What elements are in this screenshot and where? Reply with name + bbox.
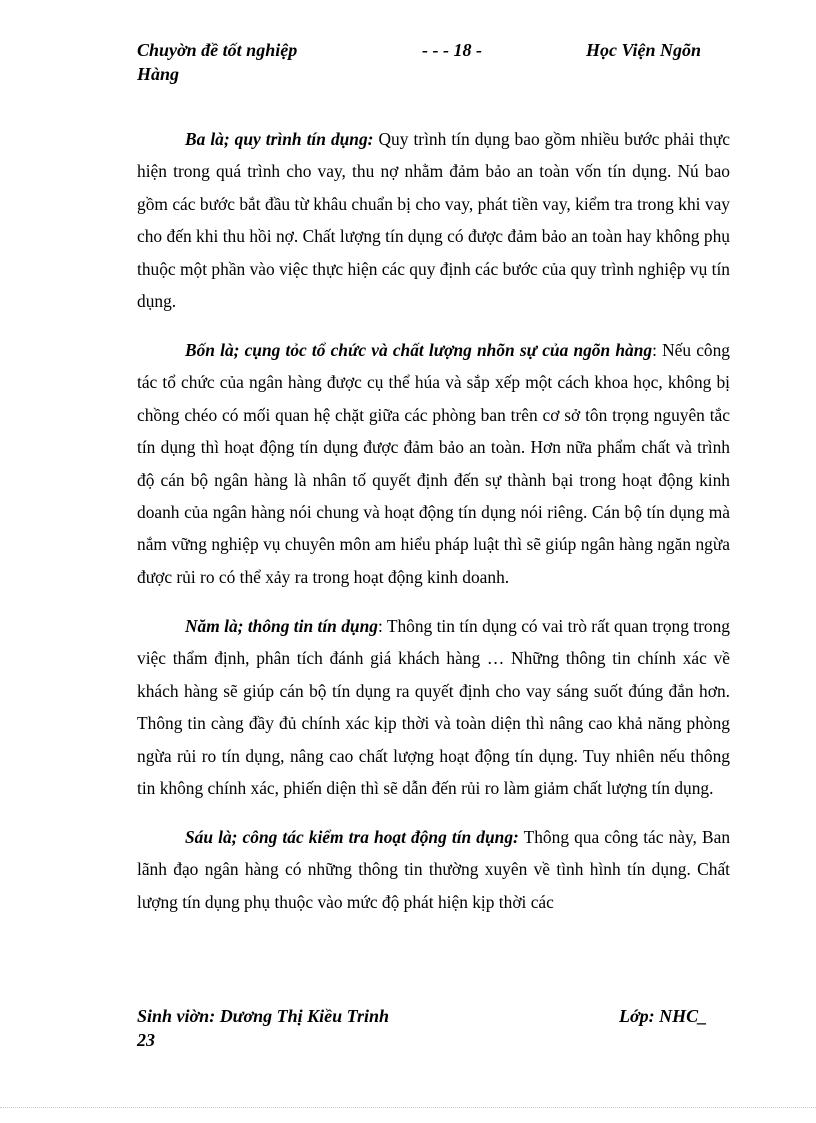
- header-page-number: - - - 18 -: [422, 40, 482, 60]
- paragraph-heading: Sáu là; công tác kiểm tra hoạt động tín dụng:: [185, 826, 519, 847]
- footer-student-name-continued: 23: [137, 1030, 155, 1050]
- paragraph-heading: Ba là; quy trình tín dụng:: [185, 129, 374, 149]
- paragraph-credit-process: [137, 123, 730, 317]
- paragraph-credit-information: [137, 610, 730, 804]
- paragraph-text: : Nếu công tác tổ chức của ngân hàng được cụ thể húa và sắp xếp một cách khoa học, không bị chồng chéo có mối quan hệ chặt giữa các phòng ban trên cơ sở tôn trọng nguyên tắc tín dụng thì hoạt động tín dụng được đảm bảo an toàn. Hơn nữa phẩm chất và trình độ cán bộ ngân hàng là nhân tố quyết định đến sự thành bại trong hoạt động kinh doanh của ngân hàng nói chung và hoạt động tín dụng nói riêng. Cán bộ tín dụng mà nắm vững nghiệp vụ chuyên môn am hiểu pháp luật thì sẽ giúp ngân hàng ngăn ngừa được rủi ro có thể xảy ra trong hoạt động kinh doanh.: [137, 340, 730, 587]
- paragraph-heading: Năm là; thông tin tín dụng: [185, 615, 378, 636]
- paragraph-organization: [137, 334, 730, 593]
- paragraph-text: : Thông tin tín dụng có vai trò rất quan trọng trong việc thẩm định, phân tích đánh giá khách hàng … Những thông tin chính xác về khách hàng sẽ giúp cán bộ tín dụng ra quyết định cho vay sáng suốt đúng đắn hơn. Thông tin càng đầy đủ chính xác kịp thời và toàn diện thì nâng cao khả năng phòng ngừa rủi ro tín dụng, nâng cao chất lượng hoạt động tín dụng. Tuy nhiên nếu thông tin không chính xác, phiến diện thì sẽ dẫn đến rủi ro làm giảm chất lượng tín dụng.: [137, 615, 730, 798]
- footer-class: Lớp: NHC_: [619, 1006, 708, 1026]
- header-thesis-title: Chuyờn đề tốt nghiệp: [137, 40, 298, 60]
- header-thesis-title-continued: Hàng: [137, 64, 180, 84]
- paragraph-text: Quy trình tín dụng bao gồm nhiều bước phải thực hiện trong quá trình cho vay, thu nợ nhằm đảm bảo an toàn vốn tín dụng. Nú bao gồm các bước bắt đầu từ khâu chuẩn bị cho vay, phát tiền vay, kiểm tra trong khi vay cho đến khi thu hồi nợ. Chất lượng tín dụng có được đảm bảo an toàn hay không phụ thuộc một phần vào việc thực hiện các quy định các bước của quy trình nghiệp vụ tín dụng.: [137, 129, 730, 312]
- paragraph-text: Thông qua công tác này, Ban lãnh đạo ngân hàng có những thông tin thường xuyên về tình hình tín dụng. Chất lượng tín dụng phụ thuộc vào mức độ phát hiện kịp thời các: [137, 826, 731, 912]
- header-institution: Học Viện Ngõn: [586, 40, 702, 60]
- paragraph-credit-inspection: [137, 821, 730, 918]
- page-bottom-divider: [0, 1107, 816, 1108]
- document-body: [137, 123, 730, 935]
- paragraph-heading: Bốn là; cụng tỏc tổ chức và chất lượng nhõn sự của ngõn hàng: [185, 340, 653, 361]
- footer-student-name: Sinh viờn: Dương Thị Kiều Trinh: [137, 1006, 390, 1026]
